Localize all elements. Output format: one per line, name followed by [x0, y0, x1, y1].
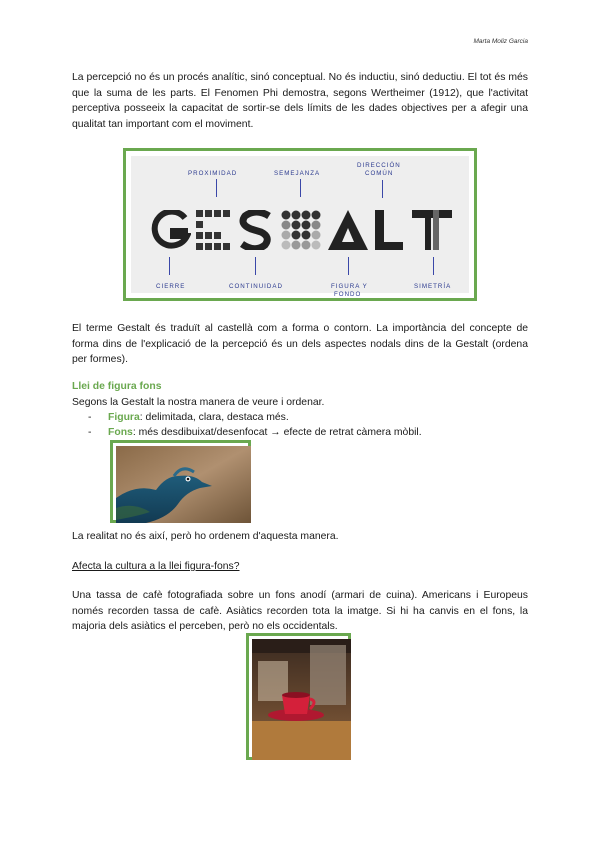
page-header-author: Marta Moliz Garcia [473, 38, 528, 45]
peacock-photo [110, 440, 251, 523]
term-figura: Figura [108, 412, 140, 423]
desc-fons: : més desdibuixat/desenfocat → efecte de retrat càmera mòbil. [132, 427, 422, 438]
tick-cierre [169, 257, 170, 275]
list-item-fons [88, 425, 422, 440]
figura-fons-list [88, 410, 422, 440]
label-simetria: SIMETRÍA [414, 283, 452, 290]
letter-g-closure [151, 210, 191, 250]
tick-continuidad [255, 257, 256, 275]
coffee-paragraph: Una tassa de cafè fotografiada sobre un fons anodí (armari de cuina). Americans i Europeus només recorden tassa de cafè. Asiàtics recorden tota la imatge. Si hi ha canvis en el fons, la majoria dels asiàtics el perceben, però no els occidentals. [72, 590, 528, 632]
intro-paragraph: La percepció no és un procés analític, sinó conceptual. No és inductiu, sinó deductiu. El tot és més que la suma de les parts. El Fenomen Phi demostra, segons Wertheimer (1912), que l'activitat perceptiva posseeix la capacitat de sortir-se dels límits de les dades objectives per a afegir una qualitat tan important com el moviment. [72, 72, 528, 130]
label-direccion: DIRECCIÓN [357, 162, 401, 169]
section-intro: Segons la Gestalt la nostra manera de veure i ordenar. [72, 397, 325, 408]
term-fons: Fons [108, 427, 133, 438]
culture-question: Afecta la cultura a la llei figura-fons? [72, 561, 240, 572]
letter-t-dots [281, 210, 321, 250]
tick-figura-fondo [348, 257, 349, 275]
label-comun: COMÚN [365, 170, 394, 177]
section-title-figura-fons: Llei de figura fons [72, 381, 162, 392]
label-figura-y: FIGURA Y [331, 283, 368, 290]
coffee-cup-photo [246, 633, 351, 760]
label-proximidad: PROXIMIDAD [188, 170, 238, 177]
reality-sentence: La realitat no és així, però ho ordenem d'aquesta manera. [72, 531, 339, 542]
gestalt-definition-paragraph: El terme Gestalt és traduït al castellà com a forma o contorn. La importància del concepte de forma dins de l'explicació de la percepció és un dels aspectes nodals dins de la Gestalt (ordena per formes). [72, 323, 528, 365]
peacock-illustration [116, 446, 251, 523]
letter-s-continuity [239, 210, 273, 250]
list-item-figura [88, 410, 422, 425]
coffee-cup-illustration [252, 639, 351, 760]
label-cierre: CIERRE [156, 283, 186, 290]
tick-simetria [433, 257, 434, 275]
tick-proximidad [216, 179, 217, 197]
label-fondo: FONDO [334, 291, 362, 298]
list-dash: - [88, 427, 92, 438]
letter-a-figure-ground [328, 210, 368, 250]
label-continuidad: CONTINUIDAD [229, 283, 283, 290]
gestalt-figure [123, 148, 477, 301]
letter-e-dots [196, 210, 232, 250]
label-semejanza: SEMEJANZA [274, 170, 321, 177]
tick-direccion [382, 180, 383, 198]
letter-l [375, 210, 405, 250]
list-dash: - [88, 412, 92, 423]
tick-semejanza [300, 179, 301, 197]
letter-t-symmetry [412, 210, 452, 250]
desc-figura: : delimitada, clara, destaca més. [139, 412, 289, 423]
gestalt-figure-background [131, 156, 469, 298]
